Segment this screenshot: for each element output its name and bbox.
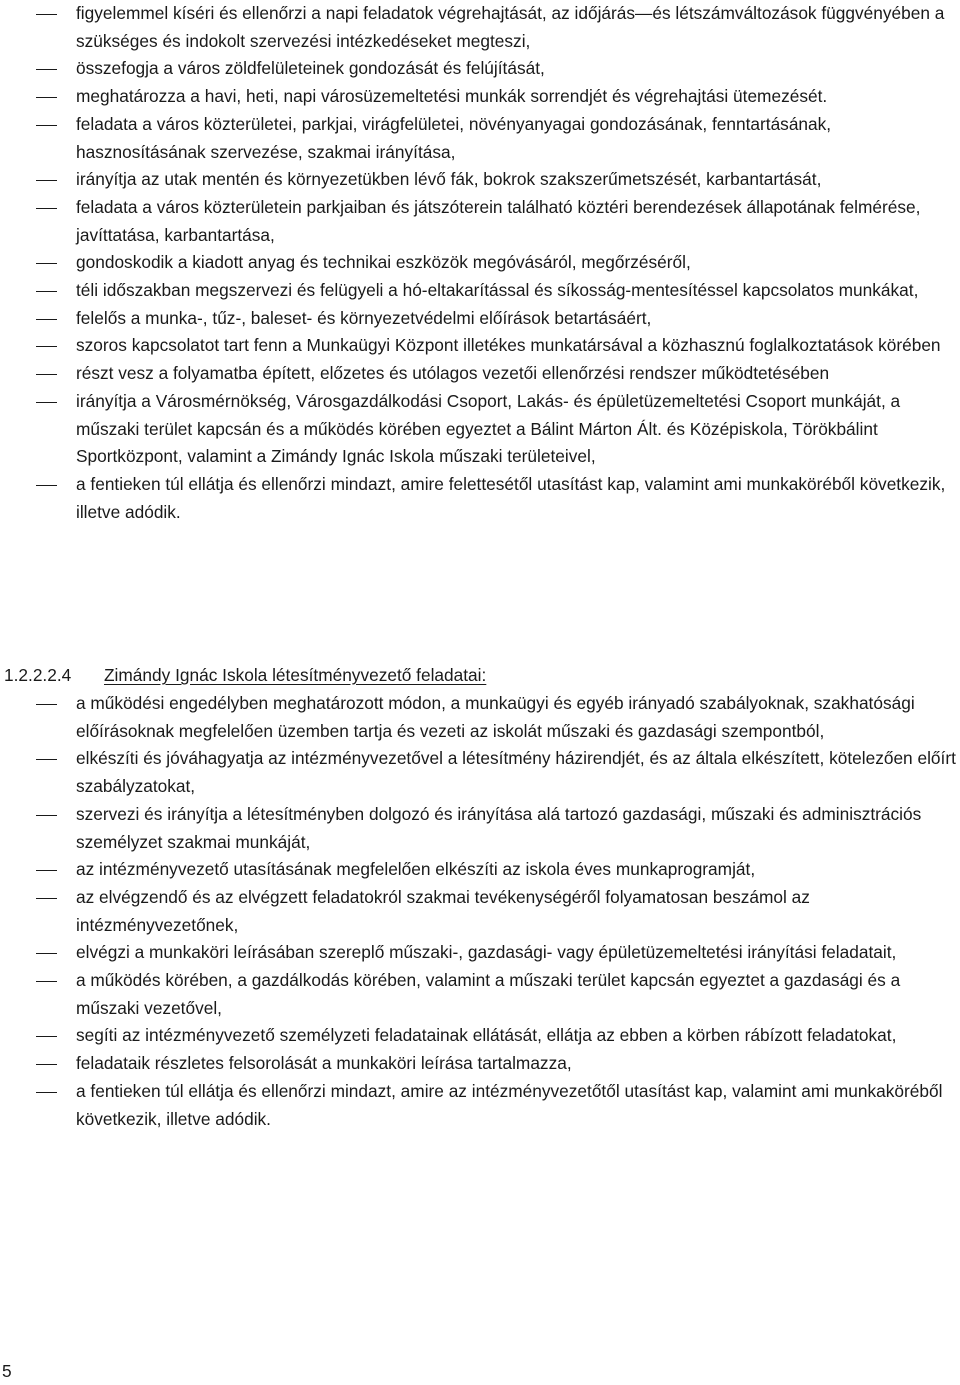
dash-bullet-icon [36, 953, 57, 954]
list-item: összefogja a város zöldfelületeinek gondozását és felújítását, [0, 55, 960, 83]
section-title: Zimándy Ignác Iskola létesítményvezető feladatai: [104, 665, 487, 685]
list-item: feladata a város közterületein parkjaiban és játszóterein található köztéri berendezések állapotának felmérése, javíttatása, karbantartása, [0, 194, 960, 249]
dash-bullet-icon [36, 263, 57, 264]
dash-bullet-icon [36, 704, 57, 705]
list-item: irányítja a Városmérnökség, Városgazdálkodási Csoport, Lakás- és épületüzemeltetési Csoport munkáját, a műszaki terület kapcsán és a működés körében egyeztet a Bálint Márton Ált. és Középiskola, Törökbálint Sportközpont, valamint a Zimándy Ignác Iskola műszaki területeivel, [0, 388, 960, 471]
dash-bullet-icon [36, 125, 57, 126]
page-number: 5 [2, 1361, 12, 1381]
list-item: gondoskodik a kiadott anyag és technikai eszközök megóvásáról, megőrzéséről, [0, 249, 960, 277]
duties-list-top [0, 0, 960, 526]
list-item: felelős a munka-, tűz-, baleset- és környezetvédelmi előírások betartásáért, [0, 305, 960, 333]
list-item: az elvégzendő és az elvégzett feladatokról szakmai tevékenységéről folyamatosan beszámol az intézményvezetőnek, [0, 884, 960, 939]
dash-bullet-icon [36, 898, 57, 899]
list-item: figyelemmel kíséri és ellenőrzi a napi feladatok végrehajtását, az időjárás—és létszámváltozások függvényében a szükséges és indokolt szervezési intézkedéseket megteszi, [0, 0, 960, 55]
list-item: a fentieken túl ellátja és ellenőrzi mindazt, amire felettesétől utasítást kap, valamint ami munkaköréből következik, illetve adódik. [0, 471, 960, 526]
dash-bullet-icon [36, 319, 57, 320]
list-item: meghatározza a havi, heti, napi városüzemeltetési munkák sorrendjét és végrehajtási ütemezését. [0, 83, 960, 111]
list-item: irányítja az utak mentén és környezetükben lévő fák, bokrok szakszerűmetszését, karbantartását, [0, 166, 960, 194]
dash-bullet-icon [36, 180, 57, 181]
dash-bullet-icon [36, 815, 57, 816]
dash-bullet-icon [36, 870, 57, 871]
dash-bullet-icon [36, 374, 57, 375]
list-item: elvégzi a munkaköri leírásában szereplő műszaki-, gazdasági- vagy épületüzemeltetési irányítási feladatait, [0, 939, 960, 967]
dash-bullet-icon [36, 208, 57, 209]
list-item: segíti az intézményvezető személyzeti feladatainak ellátását, ellátja az ebben a körben rábízott feladatokat, [0, 1022, 960, 1050]
list-item: a fentieken túl ellátja és ellenőrzi mindazt, amire az intézményvezetőtől utasítást kap, valamint ami munkaköréből következik, illetve adódik. [0, 1078, 960, 1133]
list-item: szervezi és irányítja a létesítményben dolgozó és irányítása alá tartozó gazdasági, műszaki és adminisztrációs személyzet szakmai munkáját, [0, 801, 960, 856]
dash-bullet-icon [36, 981, 57, 982]
list-item: szoros kapcsolatot tart fenn a Munkaügyi Központ illetékes munkatársával a közhasznú foglalkoztatások körében [0, 332, 960, 360]
dash-bullet-icon [36, 291, 57, 292]
dash-bullet-icon [36, 1064, 57, 1065]
section-heading [4, 662, 486, 690]
dash-bullet-icon [36, 1036, 57, 1037]
list-item: feladataik részletes felsorolását a munkaköri leírása tartalmazza, [0, 1050, 960, 1078]
list-item: feladata a város közterületei, parkjai, virágfelületei, növényanyagai gondozásának, fenntartásának, hasznosításának szervezése, szakmai irányítása, [0, 111, 960, 166]
dash-bullet-icon [36, 402, 57, 403]
list-item: a működés körében, a gazdálkodás körében, valamint a műszaki terület kapcsán egyeztet a gazdasági és a műszaki vezetővel, [0, 967, 960, 1022]
dash-bullet-icon [36, 485, 57, 486]
dash-bullet-icon [36, 1092, 57, 1093]
list-item: elkészíti és jóváhagyatja az intézményvezetővel a létesítmény házirendjét, és az általa elkészített, kötelezően előírt szabályzatokat, [0, 745, 960, 800]
dash-bullet-icon [36, 14, 57, 15]
dash-bullet-icon [36, 97, 57, 98]
list-item: téli időszakban megszervezi és felügyeli a hó-eltakarítással és síkosság-mentesítéssel kapcsolatos munkákat, [0, 277, 960, 305]
list-item: az intézményvezető utasításának megfelelően elkészíti az iskola éves munkaprogramját, [0, 856, 960, 884]
dash-bullet-icon [36, 759, 57, 760]
duties-list-bottom [0, 690, 960, 1133]
dash-bullet-icon [36, 346, 57, 347]
list-item: a működési engedélyben meghatározott módon, a munkaügyi és egyéb irányadó szabályoknak, szakhatósági előírásoknak megfelelően üzemben tartja és vezeti az iskolát műszaki és gazdasági szempontból, [0, 690, 960, 745]
list-item: részt vesz a folyamatba épített, előzetes és utólagos vezetői ellenőrzési rendszer működtetésében [0, 360, 960, 388]
section-number: 1.2.2.2.4 [4, 665, 72, 685]
dash-bullet-icon [36, 69, 57, 70]
